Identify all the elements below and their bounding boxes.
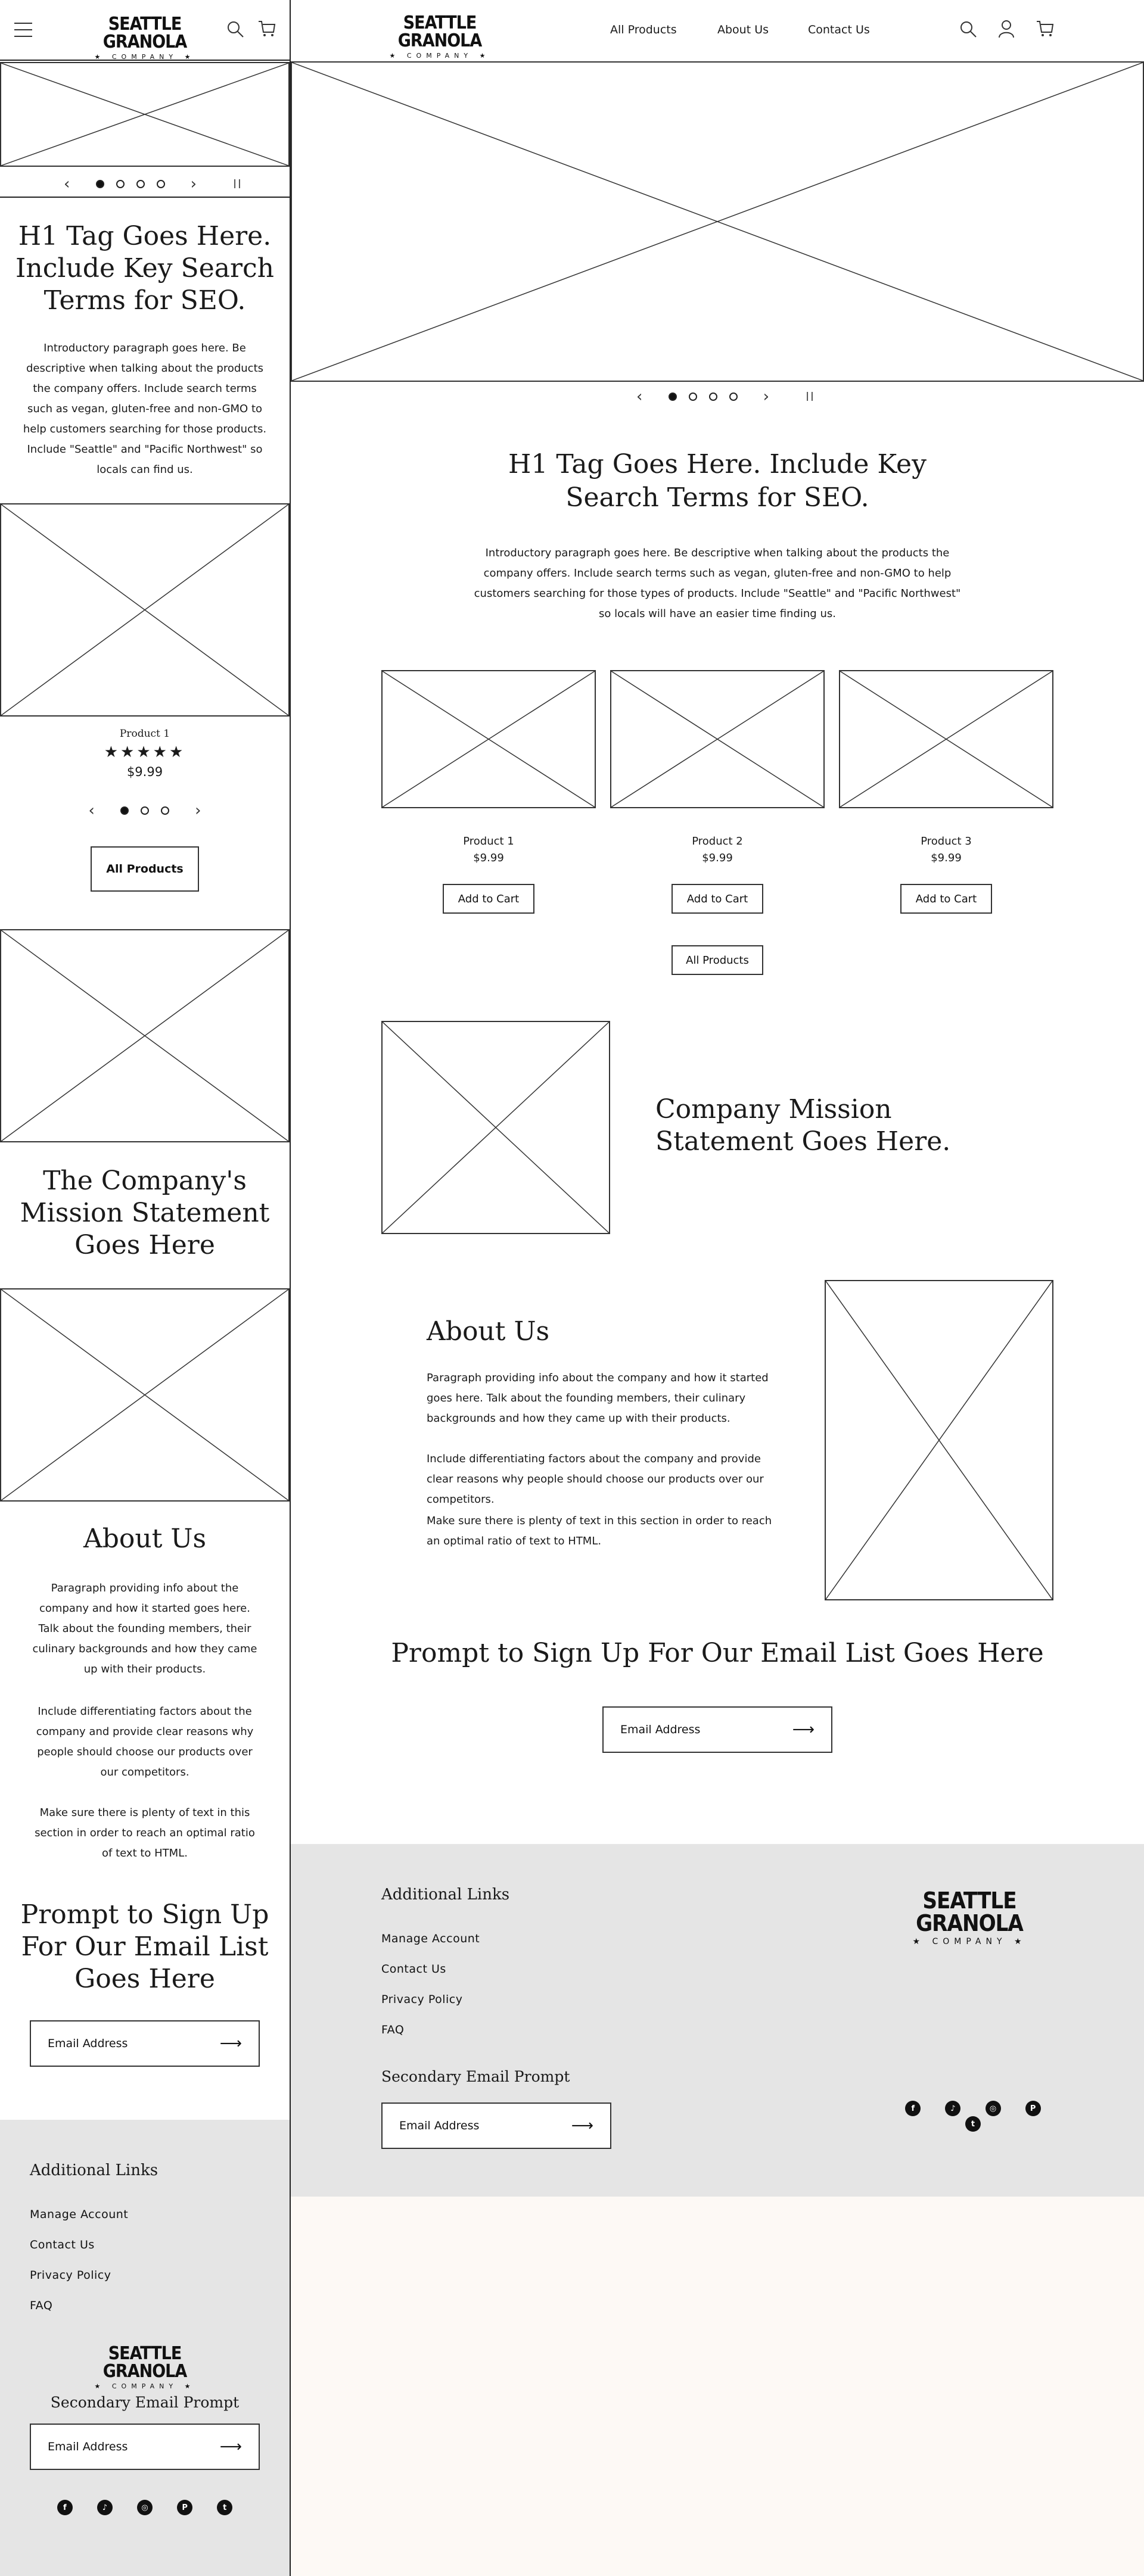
pause-icon[interactable]: II [233, 176, 243, 191]
slide-dot[interactable] [729, 393, 738, 401]
mobile-header [0, 0, 290, 61]
desktop-preview [291, 0, 1144, 2197]
desktop-about-image [825, 1280, 1053, 1600]
mobile-product-slider-controls [0, 798, 290, 823]
mobile-secondary-prompt: Secondary Email Prompt [50, 2394, 240, 2411]
desktop-email-input[interactable] [602, 1706, 832, 1753]
mobile-mission-image [0, 929, 290, 1142]
mobile-product-price: $9.99 [126, 765, 163, 779]
nav-all-products[interactable]: All Products [610, 23, 677, 36]
desktop-footer-link[interactable]: FAQ [381, 2023, 405, 2036]
slide-dot[interactable] [116, 180, 125, 188]
nav-about-us[interactable]: About Us [717, 23, 769, 36]
arrow-right-icon[interactable]: ⟶ [792, 1721, 815, 1739]
cart-icon[interactable] [1036, 19, 1055, 38]
next-arrow-icon[interactable]: › [195, 801, 201, 820]
desktop-about-p1: Paragraph providing info about the company and how it started goes here. Talk about the founding members, their culinary backgrounds and how they came up with their products. [427, 1372, 769, 1425]
mobile-about-p1: Paragraph providing info about the company and how it started goes here. Talk about the founding members, their culinary backgrounds and how they came up with their products. [32, 1582, 257, 1675]
mobile-about-title: About Us [83, 1524, 207, 1554]
slide-dot[interactable] [141, 806, 149, 815]
instagram-icon[interactable]: ◎ [137, 2500, 153, 2515]
desktop-footer-title: Additional Links [381, 1886, 510, 1904]
desktop-hero-image [291, 61, 1144, 382]
prev-arrow-icon[interactable]: ‹ [88, 801, 95, 820]
mobile-social-icons [0, 2500, 290, 2515]
email-placeholder: Email Address [399, 2119, 480, 2132]
mobile-footer-email-input[interactable] [30, 2424, 260, 2470]
mobile-mission-statement: The Company's Mission Statement Goes Here [20, 1166, 270, 1260]
email-placeholder: Email Address [48, 2037, 128, 2050]
desktop-secondary-prompt: Secondary Email Prompt [381, 2068, 570, 2085]
desktop-signup-title: Prompt to Sign Up For Our Email List Goes Here [391, 1638, 1044, 1668]
product-1-add-to-cart-button[interactable]: Add to Cart [443, 884, 534, 914]
product-3-price: $9.99 [931, 852, 962, 864]
slide-dot[interactable] [689, 393, 697, 401]
product-1-name[interactable]: Product 1 [463, 835, 514, 848]
slide-dot[interactable] [157, 180, 165, 188]
slide-dot[interactable] [669, 393, 677, 401]
desktop-logo[interactable]: SEATTLE GRANOLA ★ COMPANY ★ [389, 13, 490, 60]
product-2-price: $9.99 [702, 852, 733, 864]
desktop-mission-image [381, 1021, 610, 1234]
mobile-signup-title: Prompt to Sign Up For Our Email List Goes Here [20, 1899, 269, 1994]
twitter-icon[interactable]: t [217, 2500, 232, 2515]
facebook-icon[interactable]: f [905, 2101, 921, 2116]
hamburger-icon[interactable] [14, 23, 32, 37]
desktop-all-products-button[interactable]: All Products [672, 945, 763, 975]
slide-dot[interactable] [120, 806, 129, 815]
tiktok-icon[interactable]: ♪ [97, 2500, 113, 2515]
slide-dot[interactable] [161, 806, 169, 815]
mobile-footer-link[interactable]: Contact Us [30, 2238, 95, 2251]
desktop-footer-link[interactable]: Contact Us [381, 1963, 446, 1976]
account-icon[interactable] [997, 19, 1015, 38]
product-3-name[interactable]: Product 3 [921, 835, 972, 848]
desktop-mission-statement: Company Mission Statement Goes Here. [655, 1094, 951, 1157]
mobile-about-image [0, 1288, 290, 1502]
mobile-intro: Introductory paragraph goes here. Be descriptive when talking about the products the company offers. Include search terms such as vegan, gluten-free and non-GMO to help customers searching for those products. Include "Seattle" and "Pacific Northwest" so locals can find us. [23, 342, 267, 476]
email-placeholder: Email Address [620, 1723, 701, 1736]
desktop-footer-link[interactable]: Manage Account [381, 1932, 480, 1945]
mobile-footer-title: Additional Links [30, 2161, 158, 2179]
mobile-about-p2: Include differentiating factors about the company and provide clear reasons why people should choose our products over our competitors. [36, 1705, 254, 1778]
arrow-right-icon[interactable]: ⟶ [219, 2035, 242, 2052]
desktop-social-icons [881, 2101, 1065, 2132]
pause-icon[interactable]: II [806, 389, 815, 404]
tiktok-icon[interactable]: ♪ [945, 2101, 960, 2116]
mobile-logo[interactable]: SEATTLE GRANOLA ★ COMPANY ★ [94, 14, 195, 61]
slide-dot[interactable] [709, 393, 717, 401]
nav-contact-us[interactable]: Contact Us [808, 23, 870, 36]
pinterest-icon[interactable]: P [1025, 2101, 1041, 2116]
mobile-h1: H1 Tag Goes Here. Include Key Search Terms for SEO. [15, 221, 274, 316]
desktop-about-title: About Us [427, 1316, 550, 1347]
desktop-footer-link[interactable]: Privacy Policy [381, 1993, 463, 2006]
desktop-intro: Introductory paragraph goes here. Be descriptive when talking about the products the company offers. Include search terms such as vegan, gluten-free and non-GMO to help customers searching for those types of products. Include "Seattle" and "Pacific Northwest" so locals will have an easier time finding us. [474, 547, 961, 620]
mobile-footer-link[interactable]: Privacy Policy [30, 2269, 111, 2282]
mobile-product-rating: ★★★★★ [104, 743, 186, 761]
mobile-about-p3: Make sure there is plenty of text in this section in order to reach an optimal ratio of text to HTML. [35, 1806, 255, 1859]
product-1-image[interactable] [381, 670, 596, 808]
next-arrow-icon[interactable]: › [190, 175, 197, 193]
desktop-footer-logo[interactable]: SEATTLE GRANOLA ★ COMPANY ★ [912, 1887, 1027, 1946]
email-placeholder: Email Address [48, 2440, 128, 2453]
desktop-about-p2: Include differentiating factors about the company and provide clear reasons why people should choose our products over our competitors. [427, 1453, 764, 1506]
product-2-image[interactable] [610, 670, 825, 808]
facebook-icon[interactable]: f [57, 2500, 73, 2515]
search-icon[interactable] [226, 20, 244, 38]
prev-arrow-icon[interactable]: ‹ [64, 175, 70, 193]
arrow-right-icon[interactable]: ⟶ [219, 2438, 242, 2456]
product-3-image[interactable] [839, 670, 1053, 808]
mobile-email-input[interactable] [30, 2020, 260, 2067]
product-3-add-to-cart-button[interactable]: Add to Cart [900, 884, 992, 914]
mobile-footer-link[interactable]: FAQ [30, 2299, 53, 2312]
desktop-about-p3: Make sure there is plenty of text in this section in order to reach an optimal ratio of text to HTML. [427, 1515, 772, 1547]
next-arrow-icon[interactable]: › [763, 387, 770, 406]
instagram-icon[interactable]: ◎ [986, 2101, 1001, 2116]
desktop-h1: H1 Tag Goes Here. Include Key Search Terms for SEO. [508, 449, 927, 513]
mobile-footer [0, 2120, 290, 2576]
product-1-price: $9.99 [473, 852, 504, 864]
desktop-header [291, 0, 1144, 61]
search-icon[interactable] [959, 20, 977, 38]
mobile-preview [0, 0, 291, 2576]
prev-arrow-icon[interactable]: ‹ [636, 387, 643, 406]
cart-icon[interactable] [257, 19, 276, 38]
mobile-all-products-button[interactable]: All Products [91, 846, 199, 892]
desktop-slider-controls [291, 384, 1144, 409]
desktop-footer [291, 1844, 1144, 2197]
mobile-slider-controls [0, 169, 290, 198]
pinterest-icon[interactable]: P [177, 2500, 192, 2515]
mobile-hero-image [0, 62, 290, 167]
slide-dot[interactable] [136, 180, 145, 188]
arrow-right-icon[interactable]: ⟶ [571, 2117, 593, 2135]
desktop-footer-email-input[interactable] [381, 2102, 611, 2149]
slide-dot[interactable] [96, 180, 104, 188]
twitter-icon[interactable]: t [965, 2116, 981, 2132]
mobile-product-name[interactable]: Product 1 [119, 728, 170, 740]
mobile-footer-logo[interactable]: SEATTLE GRANOLA ★ COMPANY ★ [94, 2343, 195, 2390]
mobile-product-image[interactable] [0, 503, 290, 717]
mobile-footer-link[interactable]: Manage Account [30, 2208, 129, 2221]
product-2-name[interactable]: Product 2 [692, 835, 743, 848]
product-2-add-to-cart-button[interactable]: Add to Cart [672, 884, 763, 914]
